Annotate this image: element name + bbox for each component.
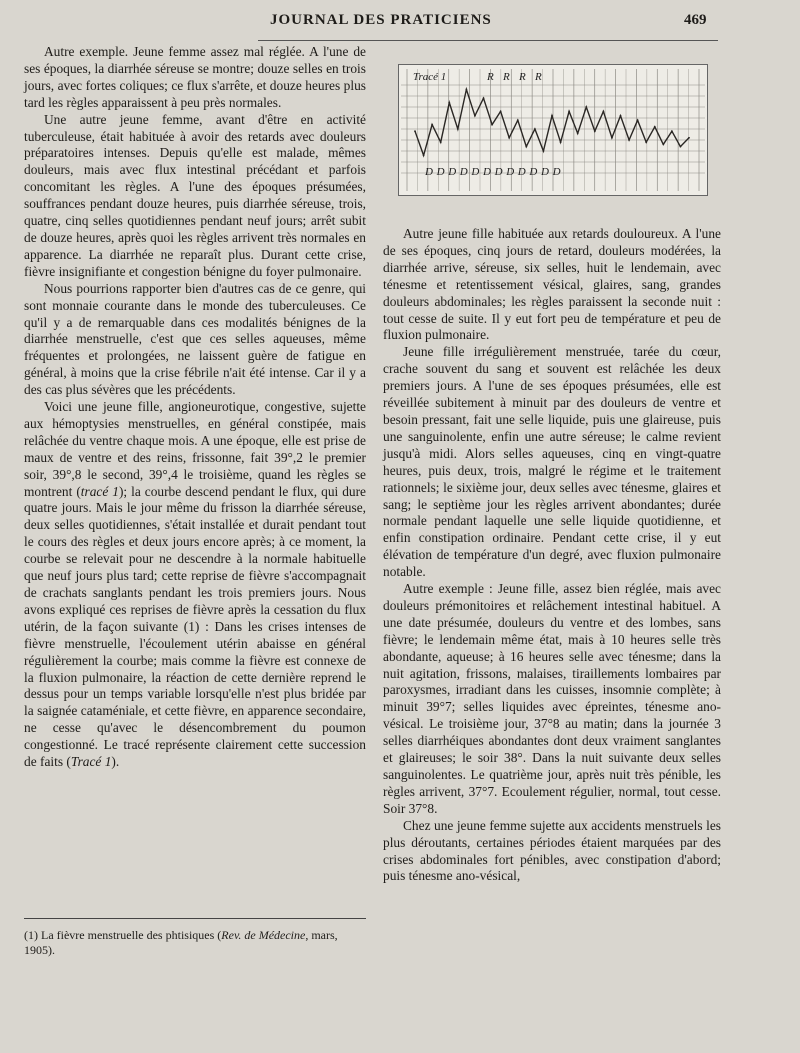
temperature-point bbox=[594, 130, 596, 132]
left-column bbox=[24, 44, 366, 771]
temperature-point bbox=[654, 126, 656, 128]
temperature-point bbox=[414, 130, 416, 132]
temperature-point bbox=[688, 137, 690, 139]
chart-diarrhea-marker: D bbox=[529, 166, 538, 178]
chart-rules-marker: R bbox=[487, 71, 494, 83]
running-head: JOURNAL DES PRATICIENS bbox=[270, 12, 492, 28]
chart-diarrhea-marker: D bbox=[436, 166, 445, 178]
page-number: 469 bbox=[684, 12, 707, 28]
chart-diarrhea-marker: D bbox=[471, 166, 480, 178]
temperature-curve bbox=[415, 89, 689, 155]
temperature-point bbox=[602, 111, 604, 113]
chart-diarrhea-marker: D bbox=[517, 166, 526, 178]
paragraph-chez-une-jeune-femme: Chez une jeune femme sujette aux accidents menstruels les plus déroutants, certaines périodes étaient marquées par des crises abdominales fort pénibles, avec constipation d'abord; puis ténesme ano-vésical, bbox=[383, 817, 721, 884]
temperature-point bbox=[465, 89, 467, 91]
temperature-point bbox=[568, 111, 570, 113]
paragraph-autre-jeune-femme: Une autre jeune femme, avant d'être en activité tuberculeuse, était habituée à avoir des retards avec douleurs préparatoires intenses. Depuis qu'elle est malade, mêmes douleurs, mais avec flux intestinal précédant et parfois concomitant les règles. A l'une des époques présumées, souffrances pendant douze heures, puis diarrhée séreuse, trois, quatre, cinq selles quotidiennes pendant neuf jours; arrêt subit de douze heures, après quoi les règles arrivent très normales en apparence. La diarrhée ne reparaît plus. Durant cette crise, fièvre insignifiante et congestion bénigne du foyer pulmonaire. bbox=[24, 111, 366, 279]
temperature-point bbox=[440, 141, 442, 143]
chart-title: Tracé 1 bbox=[413, 71, 447, 83]
page-header bbox=[0, 10, 800, 34]
temperature-point bbox=[543, 150, 545, 152]
text-segment: ). bbox=[111, 754, 120, 770]
temperature-point bbox=[525, 146, 527, 148]
header-rule bbox=[258, 40, 718, 41]
temperature-point bbox=[448, 102, 450, 104]
chart-rules-marker: R bbox=[519, 71, 526, 83]
temperature-point bbox=[620, 115, 622, 117]
temperature-point bbox=[474, 115, 476, 117]
temperature-point bbox=[423, 155, 425, 157]
paragraph-jeune-fille-irregulierement: Jeune fille irrégulièrement menstruée, tarée du cœur, crache souvent du sang et souvent est relâchée les deux premiers jours. A l'une de ses époques présumées, elle est réveillée subitement à minuit par des douleurs de ventre et besoin pressant, fait une selle liquide, puis une glaireuse, puis une sanguinolente, enfin une autre séreuse; le calme revient jusqu'à midi. Alors selles aqueuses, cinq en vingt-quatre heures, puis deux, trois, malgré le régime et le traitement rationnels; le sixième jour, deux selles avec ténesme, glaires et sang; le septième jour les règles arrivent abondantes; durée normale pendant laquelle une selle liquide quotidienne, et enfin constipation ordinaire. Pendant cette crise, il y eut élévation de température d'un degré, avec fluxion pulmonaire notable. bbox=[383, 344, 721, 580]
temperature-point bbox=[680, 146, 682, 148]
chart-diarrhea-marker: D bbox=[541, 166, 549, 178]
footnote-text: (1) La fièvre menstruelle des phtisiques ( bbox=[24, 928, 222, 942]
text-segment: ); la courbe descend pendant le flux, qui dure quatre jours. Mais le jour même du frisson la diarrhée séreuse, deux selles quotidiennes, s'était installée et durait pendant tout le cours des règles et deux jours encore après; à ce moment, la courbe se relevait pour ne descendre à la normale habituelle que neuf jours plus tard; cette reprise de fièvre s'accompagnait de crachats sanglants pendant les trois premiers jours. Nous avons expliqué ces reprises de fièvre après la cessation du flux utérin, de la façon suivante (1) : Dans les crises intenses de fièvre menstruelle, l'écoulement utérin abaisse en général régulièrement la courbe; mais comme la fièvre est connexe de la fluxion pulmonaire, la réaction de cette dernière reprend le dessus pour un temps variable lorsqu'elle n'est plus bridée par la saignée cataméniale, et cette fièvre, en apparence secondaire, ne cesse qu'avec le désencombrement du poumon congestionné. Le tracé représente clairement cette succession de faits ( bbox=[24, 483, 367, 770]
temperature-point bbox=[645, 141, 647, 143]
temperature-point bbox=[560, 141, 562, 143]
chart-diarrhea-marker: D bbox=[425, 166, 433, 178]
paragraph-autre-jeune-fille: Autre jeune fille habituée aux retards douloureux. A l'une de ses époques, cinq jours de retard, douleurs modérées, la diarrhée arrive, séreuse, six selles, huit le lendemain, avec ténesme et retentissement vésical, glaires, sang, grandes douleurs abdominales; les règles paraissent la seconde nuit : tout cesse de suite. Il y eut fort peu de température et peu de fluxion pulmonaire. bbox=[383, 226, 721, 343]
chart-diarrhea-marker: D bbox=[448, 166, 457, 178]
temperature-point bbox=[637, 119, 639, 121]
temperature-point bbox=[500, 111, 502, 113]
chart-diarrhea-marker: D bbox=[459, 166, 468, 178]
trace-reference: Tracé 1 bbox=[70, 754, 112, 770]
temperature-point bbox=[585, 106, 587, 108]
temperature-point bbox=[662, 144, 664, 146]
chart-diarrhea-marker: D bbox=[494, 166, 503, 178]
temperature-point bbox=[508, 137, 510, 139]
right-column bbox=[383, 226, 721, 885]
paragraph-autre-exemple-2: Autre exemple : Jeune fille, assez bien réglée, mais avec douleurs prémonitoires et relâchement intestinal habituel. A une date présumée, douleurs du ventre et des lombes, sans fièvre; le lendemain même état, mais à 10 heures selle très abondante, aqueuse; à 16 heures selle avec ténesme; dans la nuit agitation, frissons, malaises, tiraillements lombaires par paroxysmes, irradiant dans les cuisses, insomnie complète; à minuit 39°7; selles liquides avec épreintes, ténesme ano-vésical. Le troisième jour, 37°8 au matin; dans la journée 3 selles diarrhéiques abondantes dont deux vraiment sanglantes et glaireuses; le soir 38°. Dans la nuit suivante deux selles sanguinolentes. Le quatrième jour, après nuit très pénible, les règles arrivent, 37°7. Ecoulement régulier, normal, tout cesse. Soir 37°8. bbox=[383, 581, 721, 816]
temperature-point bbox=[671, 130, 673, 132]
paragraph-voici-une-jeune-fille bbox=[24, 399, 366, 771]
temperature-point bbox=[577, 133, 579, 135]
trace-reference: tracé 1 bbox=[80, 483, 119, 499]
temperature-point bbox=[611, 137, 613, 139]
chart-diarrhea-marker: D bbox=[483, 166, 491, 178]
temperature-point bbox=[628, 139, 630, 141]
temperature-point bbox=[517, 119, 519, 121]
text-segment: Voici une jeune fille, angioneurotique, congestive, sujette aux hémoptysies menstruelles, en général constipée, mais relâchée du ventre chaque mois. A une époque, elle est prise de maux de ventre et des reins, frissonne, fait 39°,2 le premier soir, 39°,8 le second, 39°,4 le troisième, quand les règles se montrent ( bbox=[24, 399, 366, 499]
temperature-point bbox=[551, 115, 553, 117]
temperature-chart-svg bbox=[399, 65, 707, 195]
footnote-rule bbox=[24, 918, 366, 919]
temperature-point bbox=[457, 128, 459, 130]
footnote-text: , mars, 1905). bbox=[24, 928, 338, 957]
temperature-point bbox=[431, 124, 433, 126]
paragraph-nous-pourrions: Nous pourrions rapporter bien d'autres cas de ce genre, qui sont monnaie courante dans le monde des tuberculeuses. Ce qu'il y a de remarquable dans ces modalités bénignes de la diarrhée menstruelle, c'est que ces selles aqueuses, même fréquentes et prolongées, ne laissent guère de fatigue en général, à moins que la crise fébrile n'ait été intense. Car il y a des cas plus sévères que les précédents. bbox=[24, 280, 366, 398]
temperature-point bbox=[534, 128, 536, 130]
temperature-point bbox=[483, 97, 485, 99]
footnote-source: Rev. de Médecine bbox=[221, 928, 306, 942]
temperature-point bbox=[491, 124, 493, 126]
chart-diarrhea-marker: D bbox=[552, 166, 561, 178]
paragraph-autre-exemple: Autre exemple. Jeune femme assez mal réglée. A l'une de ses époques, la diarrhée séreuse se montre; douze selles en trois jours, avec fortes coliques; ce flux s'arrête, et douze heures plus tard les règles apparaissent à peu près normales. bbox=[24, 44, 366, 110]
footnote bbox=[24, 928, 366, 958]
chart-diarrhea-marker: D bbox=[506, 166, 515, 178]
chart-rules-marker: R bbox=[503, 71, 510, 83]
chart-rules-marker: R bbox=[535, 71, 542, 83]
temperature-chart bbox=[398, 64, 708, 196]
